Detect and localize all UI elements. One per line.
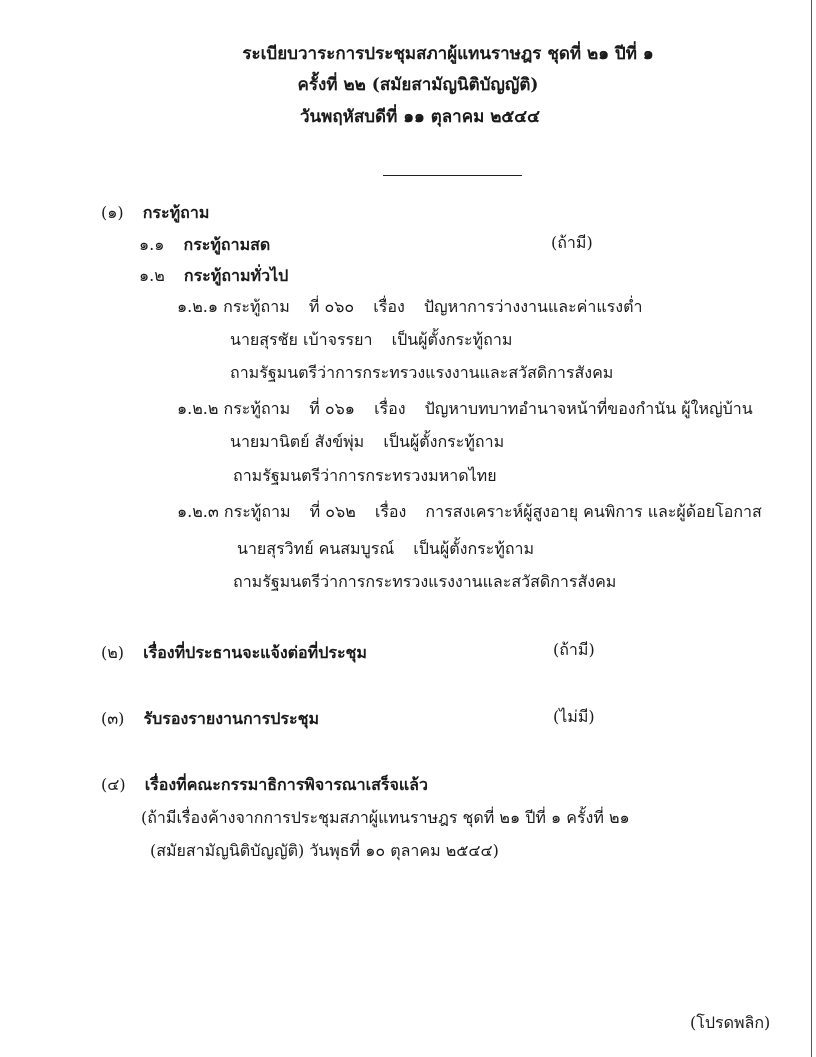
question-item-1 xyxy=(177,295,642,320)
header-divider xyxy=(383,175,522,176)
question-3-addressee: ถามรัฐมนตรีว่าการกระทรวงแรงงานและสวัสดิการสังคม xyxy=(233,572,617,591)
page-edge xyxy=(811,0,812,1057)
question-1-topic-label: เรื่อง xyxy=(373,297,405,316)
question-1-asker-line xyxy=(230,328,512,353)
subsection-1-1-number: ๑.๑ xyxy=(139,235,165,254)
question-2-number: ๑.๒.๒ xyxy=(177,399,219,418)
please-turn-note: (โปรดพลิก) xyxy=(690,1013,771,1032)
question-item-3 xyxy=(177,500,762,525)
question-3-topic: การสงเคราะห์ผู้สูงอายุ คนพิการ และผู้ด้อยโอกาส xyxy=(425,502,762,521)
question-1-number: ๑.๒.๑ xyxy=(177,297,219,316)
section-2-number: (๒) xyxy=(101,643,125,662)
subsection-1-2-title: กระทู้ถามทั่วไป xyxy=(183,266,289,285)
question-3-no: ที่ ๐๖๒ xyxy=(309,502,356,521)
section-3-number: (๓) xyxy=(101,709,125,728)
subsection-1-1-title: กระทู้ถามสด xyxy=(183,235,271,254)
subsection-1-2 xyxy=(139,264,288,289)
question-1-addressee: ถามรัฐมนตรีว่าการกระทรวงแรงงานและสวัสดิการสังคม xyxy=(230,363,614,382)
question-3-number: ๑.๒.๓ xyxy=(177,502,219,521)
subsection-1-1-note: (ถ้ามี) xyxy=(551,233,593,252)
question-2-asker: นายมานิตย์ สังข์พุ่ม xyxy=(230,432,365,451)
section-4-heading xyxy=(101,773,428,798)
meeting-number: ครั้งที่ ๒๒ (สมัยสามัญนิติบัญญัติ) xyxy=(297,75,539,95)
section-3-title: รับรองรายงานการประชุม xyxy=(143,709,319,728)
question-3-topic-label: เรื่อง xyxy=(374,502,407,521)
question-2-asker-line xyxy=(230,430,504,455)
question-2-addressee: ถามรัฐมนตรีว่าการกระทรวงมหาดไทย xyxy=(233,466,497,485)
section-1-number: (๑) xyxy=(101,203,124,222)
section-4-title: เรื่องที่คณะกรรมาธิการพิจารณาเสร็จแล้ว xyxy=(144,775,428,794)
question-3-asker: นายสุรวิทย์ คนสมบูรณ์ xyxy=(237,539,395,558)
question-item-2 xyxy=(177,397,753,422)
question-1-asker-role: เป็นผู้ตั้งกระทู้ถาม xyxy=(391,330,513,349)
question-2-topic: ปัญหาบทบาทอำนาจหน้าที่ของกำนัน ผู้ใหญ่บ้าน xyxy=(424,399,753,418)
question-1-label: กระทู้ถาม xyxy=(223,297,290,316)
question-2-asker-role: เป็นผู้ตั้งกระทู้ถาม xyxy=(383,432,505,451)
section-2-title: เรื่องที่ประธานจะแจ้งต่อที่ประชุม xyxy=(143,643,367,662)
section-1-heading xyxy=(101,201,209,226)
question-2-topic-label: เรื่อง xyxy=(374,399,406,418)
section-2-note: (ถ้ามี) xyxy=(553,640,595,659)
question-1-no: ที่ ๐๖๐ xyxy=(308,297,355,316)
question-3-asker-role: เป็นผู้ตั้งกระทู้ถาม xyxy=(413,539,535,558)
section-2-heading xyxy=(101,641,367,666)
section-4-number: (๔) xyxy=(101,775,126,794)
section-3-note: (ไม่มี) xyxy=(553,707,595,726)
section-1-title: กระทู้ถาม xyxy=(142,203,210,222)
question-3-label: กระทู้ถาม xyxy=(223,502,291,521)
section-4-note-line-2: (สมัยสามัญนิติบัญญัติ) วันพุธที่ ๑๐ ตุลาคม ๒๕๔๔) xyxy=(150,841,499,860)
section-4-note-line-1: (ถ้ามีเรื่องค้างจากการประชุมสภาผู้แทนราษฎร ชุดที่ ๒๑ ปีที่ ๑ ครั้งที่ ๒๑ xyxy=(141,808,630,827)
question-2-no: ที่ ๐๖๑ xyxy=(309,399,355,418)
meeting-date: วันพฤหัสบดีที่ ๑๑ ตุลาคม ๒๕๔๔ xyxy=(299,107,540,127)
question-1-asker: นายสุรชัย เบ้าจรรยา xyxy=(230,330,373,349)
question-3-asker-line xyxy=(237,537,534,562)
section-3-heading xyxy=(101,707,319,732)
question-2-label: กระทู้ถาม xyxy=(223,399,291,418)
question-1-topic: ปัญหาการว่างงานและค่าแรงต่ำ xyxy=(423,297,643,316)
subsection-1-2-number: ๑.๒ xyxy=(139,266,165,285)
agenda-title: ระเบียบวาระการประชุมสภาผู้แทนราษฎร ชุดที่ ๒๑ ปีที่ ๑ xyxy=(242,44,654,64)
subsection-1-1 xyxy=(139,233,270,258)
